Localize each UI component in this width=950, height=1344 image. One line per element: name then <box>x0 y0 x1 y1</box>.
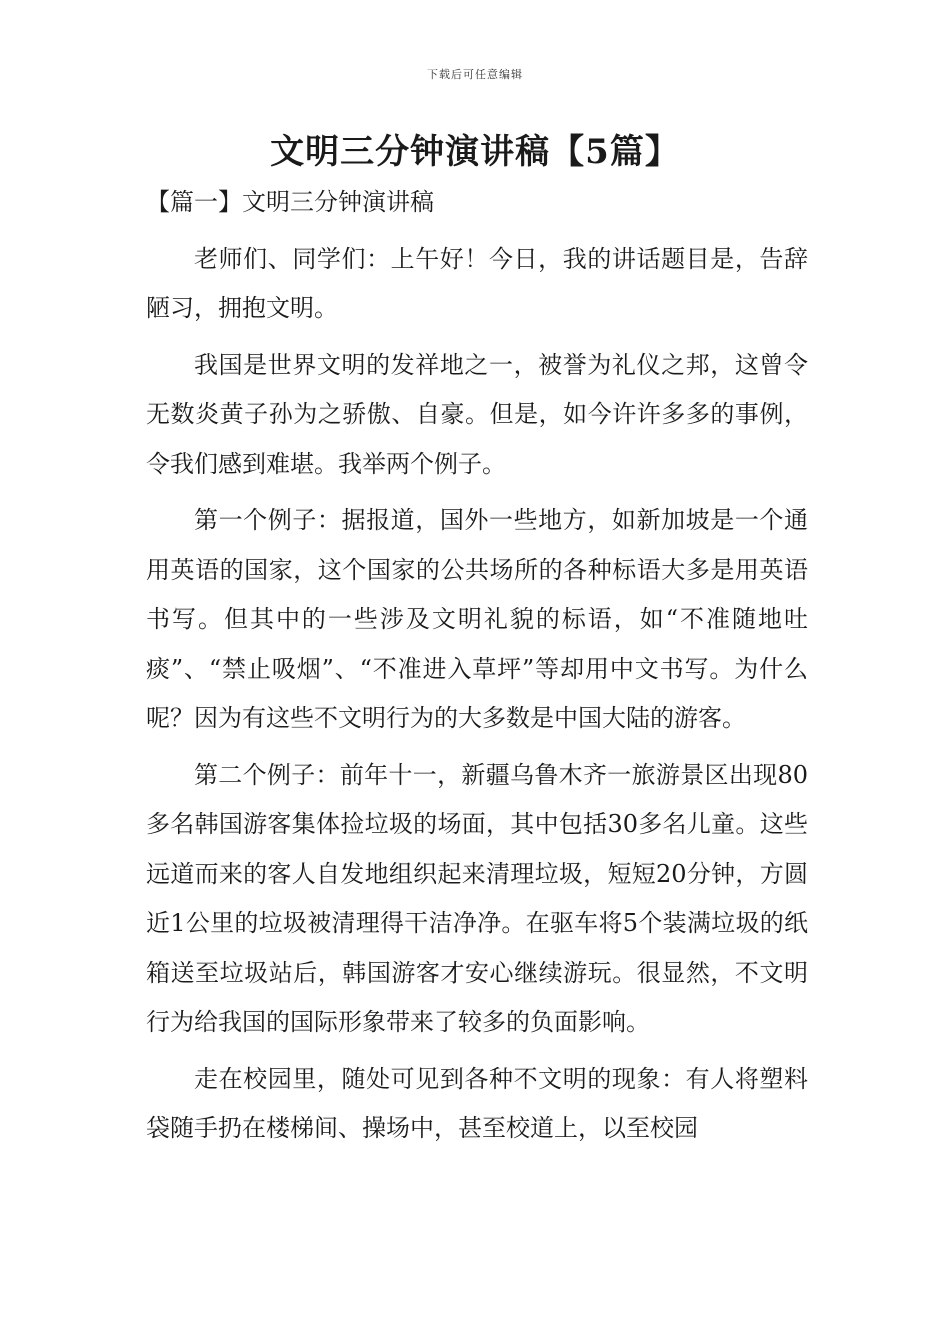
section-heading: 【篇一】文明三分钟演讲稿 <box>146 188 434 216</box>
paragraph-5: 走在校园里，随处可见到各种不文明的现象：有人将塑料袋随手扔在楼梯间、操场中，甚至校道上，以至校园 <box>146 1064 808 1142</box>
paragraph-2: 我国是世界文明的发祥地之一，被誉为礼仪之邦，这曾令无数炎黄子孙为之骄傲、自豪。但是，如今许许多多的事例，令我们感到难堪。我举两个例子。 <box>146 350 808 478</box>
document-body <box>146 178 808 1154</box>
document-title: 文明三分钟演讲稿【5篇】 <box>270 132 680 172</box>
paragraph-3: 第一个例子：据报道，国外一些地方，如新加坡是一个通用英语的国家，这个国家的公共场所的各种标语大多是用英语书写。但其中的一些涉及文明礼貌的标语，如“不准随地吐痰”、“禁止吸烟”、“不准进入草坪”等却用中文书写。为什么呢？因为有这些不文明行为的大多数是中国大陆的游客。 <box>146 506 808 732</box>
header-note: 下载后可任意编辑 <box>427 68 523 81</box>
paragraph-4: 第二个例子：前年十一，新疆乌鲁木齐一旅游景区出现80多名韩国游客集体捡垃圾的场面，其中包括30多名儿童。这些远道而来的客人自发地组织起来清理垃圾，短短20分钟，方圆近1公里的垃圾被清理得干洁净净。在驱车将5个装满垃圾的纸箱送至垃圾站后，韩国游客才安心继续游玩。很显然，不文明行为给我国的国际形象带来了较多的负面影响。 <box>146 760 808 1036</box>
paragraph-1: 老师们、同学们：上午好！今日，我的讲话题目是，告辞陋习，拥抱文明。 <box>146 244 808 322</box>
